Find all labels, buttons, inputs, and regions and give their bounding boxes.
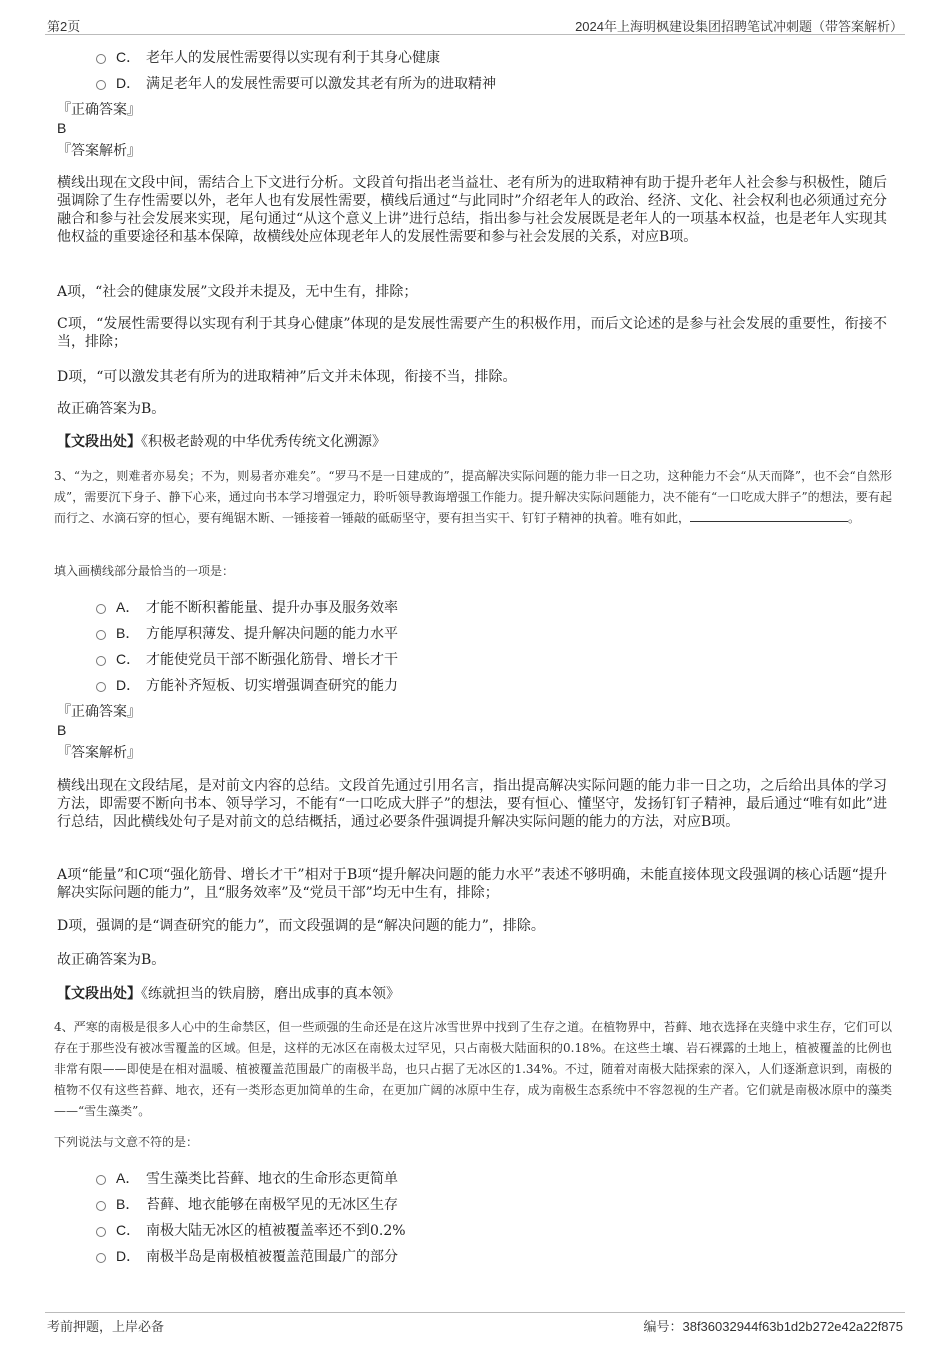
radio-icon[interactable] xyxy=(96,656,106,666)
q3-answer: B xyxy=(57,722,67,738)
q3-source xyxy=(57,984,400,1004)
q2-analysis-para-5: 故正确答案为B。 xyxy=(57,401,166,417)
q4-option-b[interactable]: B． 苔藓、地衣能够在南极罕见的无冰区生存 xyxy=(96,1193,398,1215)
page-footer xyxy=(45,1312,905,1335)
q3-analysis-para-1: 横线出现在文段结尾，是对前文内容的总结。文段首先通过引用名言，指出提高解决实际问题的能力非一日之功，之后给出具体的学习方法，即需要不断向书本、领导学习，不能有“一口吃成大胖子”的想法，要有恒心、懂坚守，发扬钉钉子精神，最后通过“唯有如此”进行总结，因此横线处句子是对前文的总结概括，通过必要条件强调提升解决实际问题的能力的方法，对应B项。 xyxy=(57,778,887,830)
q2-analysis-para-3: C项，“发展性需要得以实现有利于其身心健康”体现的是发展性需要产生的积极作用，而后文论述的是参与社会发展的重要性，衔接不当，排除； xyxy=(57,316,887,350)
radio-icon[interactable] xyxy=(96,604,106,614)
q4-option-c[interactable]: C． 南极大陆无冰区的植被覆盖率还不到0.2% xyxy=(96,1219,406,1241)
footer-slogan: 考前押题，上岸必备 xyxy=(47,1319,165,1334)
q3-option-d[interactable]: D． 方能补齐短板、切实增强调查研究的能力 xyxy=(96,674,398,696)
radio-icon[interactable] xyxy=(96,54,106,64)
q3-analysis-para-4: 故正确答案为B。 xyxy=(57,952,166,968)
q2-option-c[interactable]: C． 老年人的发展性需要得以实现有利于其身心健康 xyxy=(96,46,440,68)
radio-icon[interactable] xyxy=(96,1175,106,1185)
q3-correct-answer-label: 『正确答案』 xyxy=(57,704,141,720)
q4-option-a[interactable]: A． 雪生藻类比苔藓、地衣的生命形态更简单 xyxy=(96,1167,398,1189)
q4-option-d[interactable]: D． 南极半岛是南极植被覆盖范围最广的部分 xyxy=(96,1245,398,1267)
source-label: 【文段出处】 xyxy=(57,986,141,1002)
document-id: 编号：38f36032944f63b1d2b272e42a22f875 xyxy=(643,1319,903,1334)
q2-option-d[interactable]: D． 满足老年人的发展性需要可以激发其老有所为的进取精神 xyxy=(96,72,496,94)
document-title: 2024年上海明枫建设集团招聘笔试冲刺题（带答案解析） xyxy=(575,19,903,34)
q3-analysis-label: 『答案解析』 xyxy=(57,745,141,761)
q4-prompt: 下列说法与文意不符的是： xyxy=(54,1135,199,1149)
q3-option-a[interactable]: A． 才能不断积蓄能量、提升办事及服务效率 xyxy=(96,596,398,618)
q2-correct-answer-label: 『正确答案』 xyxy=(57,102,141,118)
q2-analysis-label: 『答案解析』 xyxy=(57,143,141,159)
q3-analysis-para-2: A项“能量”和C项“强化筋骨、增长才干”相对于B项“提升解决问题的能力水平”表述不够明确，未能直接体现文段强调的核心话题“提升解决实际问题的能力”，且“服务效率”及“党员干部”均无中生有，排除； xyxy=(57,867,887,901)
source-label: 【文段出处】 xyxy=(57,434,141,450)
page-header xyxy=(45,14,905,35)
q2-analysis-para-2: A项，“社会的健康发展”文段并未提及，无中生有，排除； xyxy=(57,284,418,300)
q3-prompt: 填入画横线部分最恰当的一项是： xyxy=(54,564,235,578)
radio-icon[interactable] xyxy=(96,1227,106,1237)
q2-analysis-para-1: 横线出现在文段中间，需结合上下文进行分析。文段首句指出老当益壮、老有所为的进取精神有助于提升老年人社会参与积极性，随后强调除了生存性需要以外，老年人也有发展性需要，横线后通过“与此同时”介绍老年人的政治、经济、文化、社会权利也必须通过充分融合和参与社会发展来实现，尾句通过“从这个意义上讲”进行总结，指出参与社会发展既是老年人的一项基本权益，也是老年人实现其他权益的重要途径和基本保障，故横线处应体现老年人的发展性需要和参与社会发展的关系，对应B项。 xyxy=(57,175,887,245)
q3-option-c[interactable]: C． 才能使党员干部不断强化筋骨、增长才干 xyxy=(96,648,398,670)
q4-question-text: 4、严寒的南极是很多人心中的生命禁区，但一些顽强的生命还是在这片冰雪世界中找到了生存之道。在植物界中，苔藓、地衣选择在夹缝中求生存，它们可以存在于那些没有被冰雪覆盖的区域。但是，这样的无冰区在南极太过罕见，只占南极大陆面积的0.18%。在这些土壤、岩石裸露的土地上，植被覆盖的比例也非常有限——即使是在相对温暖、植被覆盖范围最广的南极半岛，也只占据了无冰区的1.34%。不过，随着对南极大陆探索的深入，人们逐渐意识到，南极的植物不仅有这些苔藓、地衣，还有一类形态更加简单的生命，在更加广阔的冰原中生存，成为南极生态系统中不容忽视的生产者。它们就是南极冰原中的藻类——“雪生藻类”。 xyxy=(54,1020,892,1118)
radio-icon[interactable] xyxy=(96,682,106,692)
fill-blank xyxy=(690,509,848,522)
q3-analysis-para-3: D项，强调的是“调查研究的能力”，而文段强调的是“解决问题的能力”，排除。 xyxy=(57,918,545,934)
page-number: 第2页 xyxy=(47,19,81,34)
q2-answer: B xyxy=(57,120,67,136)
q2-analysis-para-4: D项，“可以激发其老有所为的进取精神”后文并未体现，衔接不当，排除。 xyxy=(57,369,517,385)
q2-source xyxy=(57,432,386,452)
radio-icon[interactable] xyxy=(96,80,106,90)
source-title: 《练就担当的铁肩膀，磨出成事的真本领》 xyxy=(141,986,400,1002)
q3-option-b[interactable]: B． 方能厚积薄发、提升解决问题的能力水平 xyxy=(96,622,398,644)
radio-icon[interactable] xyxy=(96,1253,106,1263)
source-title: 《积极老龄观的中华优秀传统文化溯源》 xyxy=(141,434,386,450)
radio-icon[interactable] xyxy=(96,1201,106,1211)
q3-question-text: 3、“为之，则难者亦易矣；不为，则易者亦难矣”。“罗马不是一日建成的”，提高解决实际问题的能力非一日之功，这种能力不会“从天而降”，也不会“自然形成”，需要沉下身子、静下心来，通过向书本学习增强定力，聆听领导教诲增强工作能力。提升解决实际问题能力，决不能有“一口吃成大胖子”的想法，要有起而行之、水滴石穿的恒心，要有绳锯木断、一锤接着一锤敲的砥砺坚守，要有担当实干、钉钉子精神的执着。唯有如此， 。 xyxy=(54,469,892,525)
radio-icon[interactable] xyxy=(96,630,106,640)
